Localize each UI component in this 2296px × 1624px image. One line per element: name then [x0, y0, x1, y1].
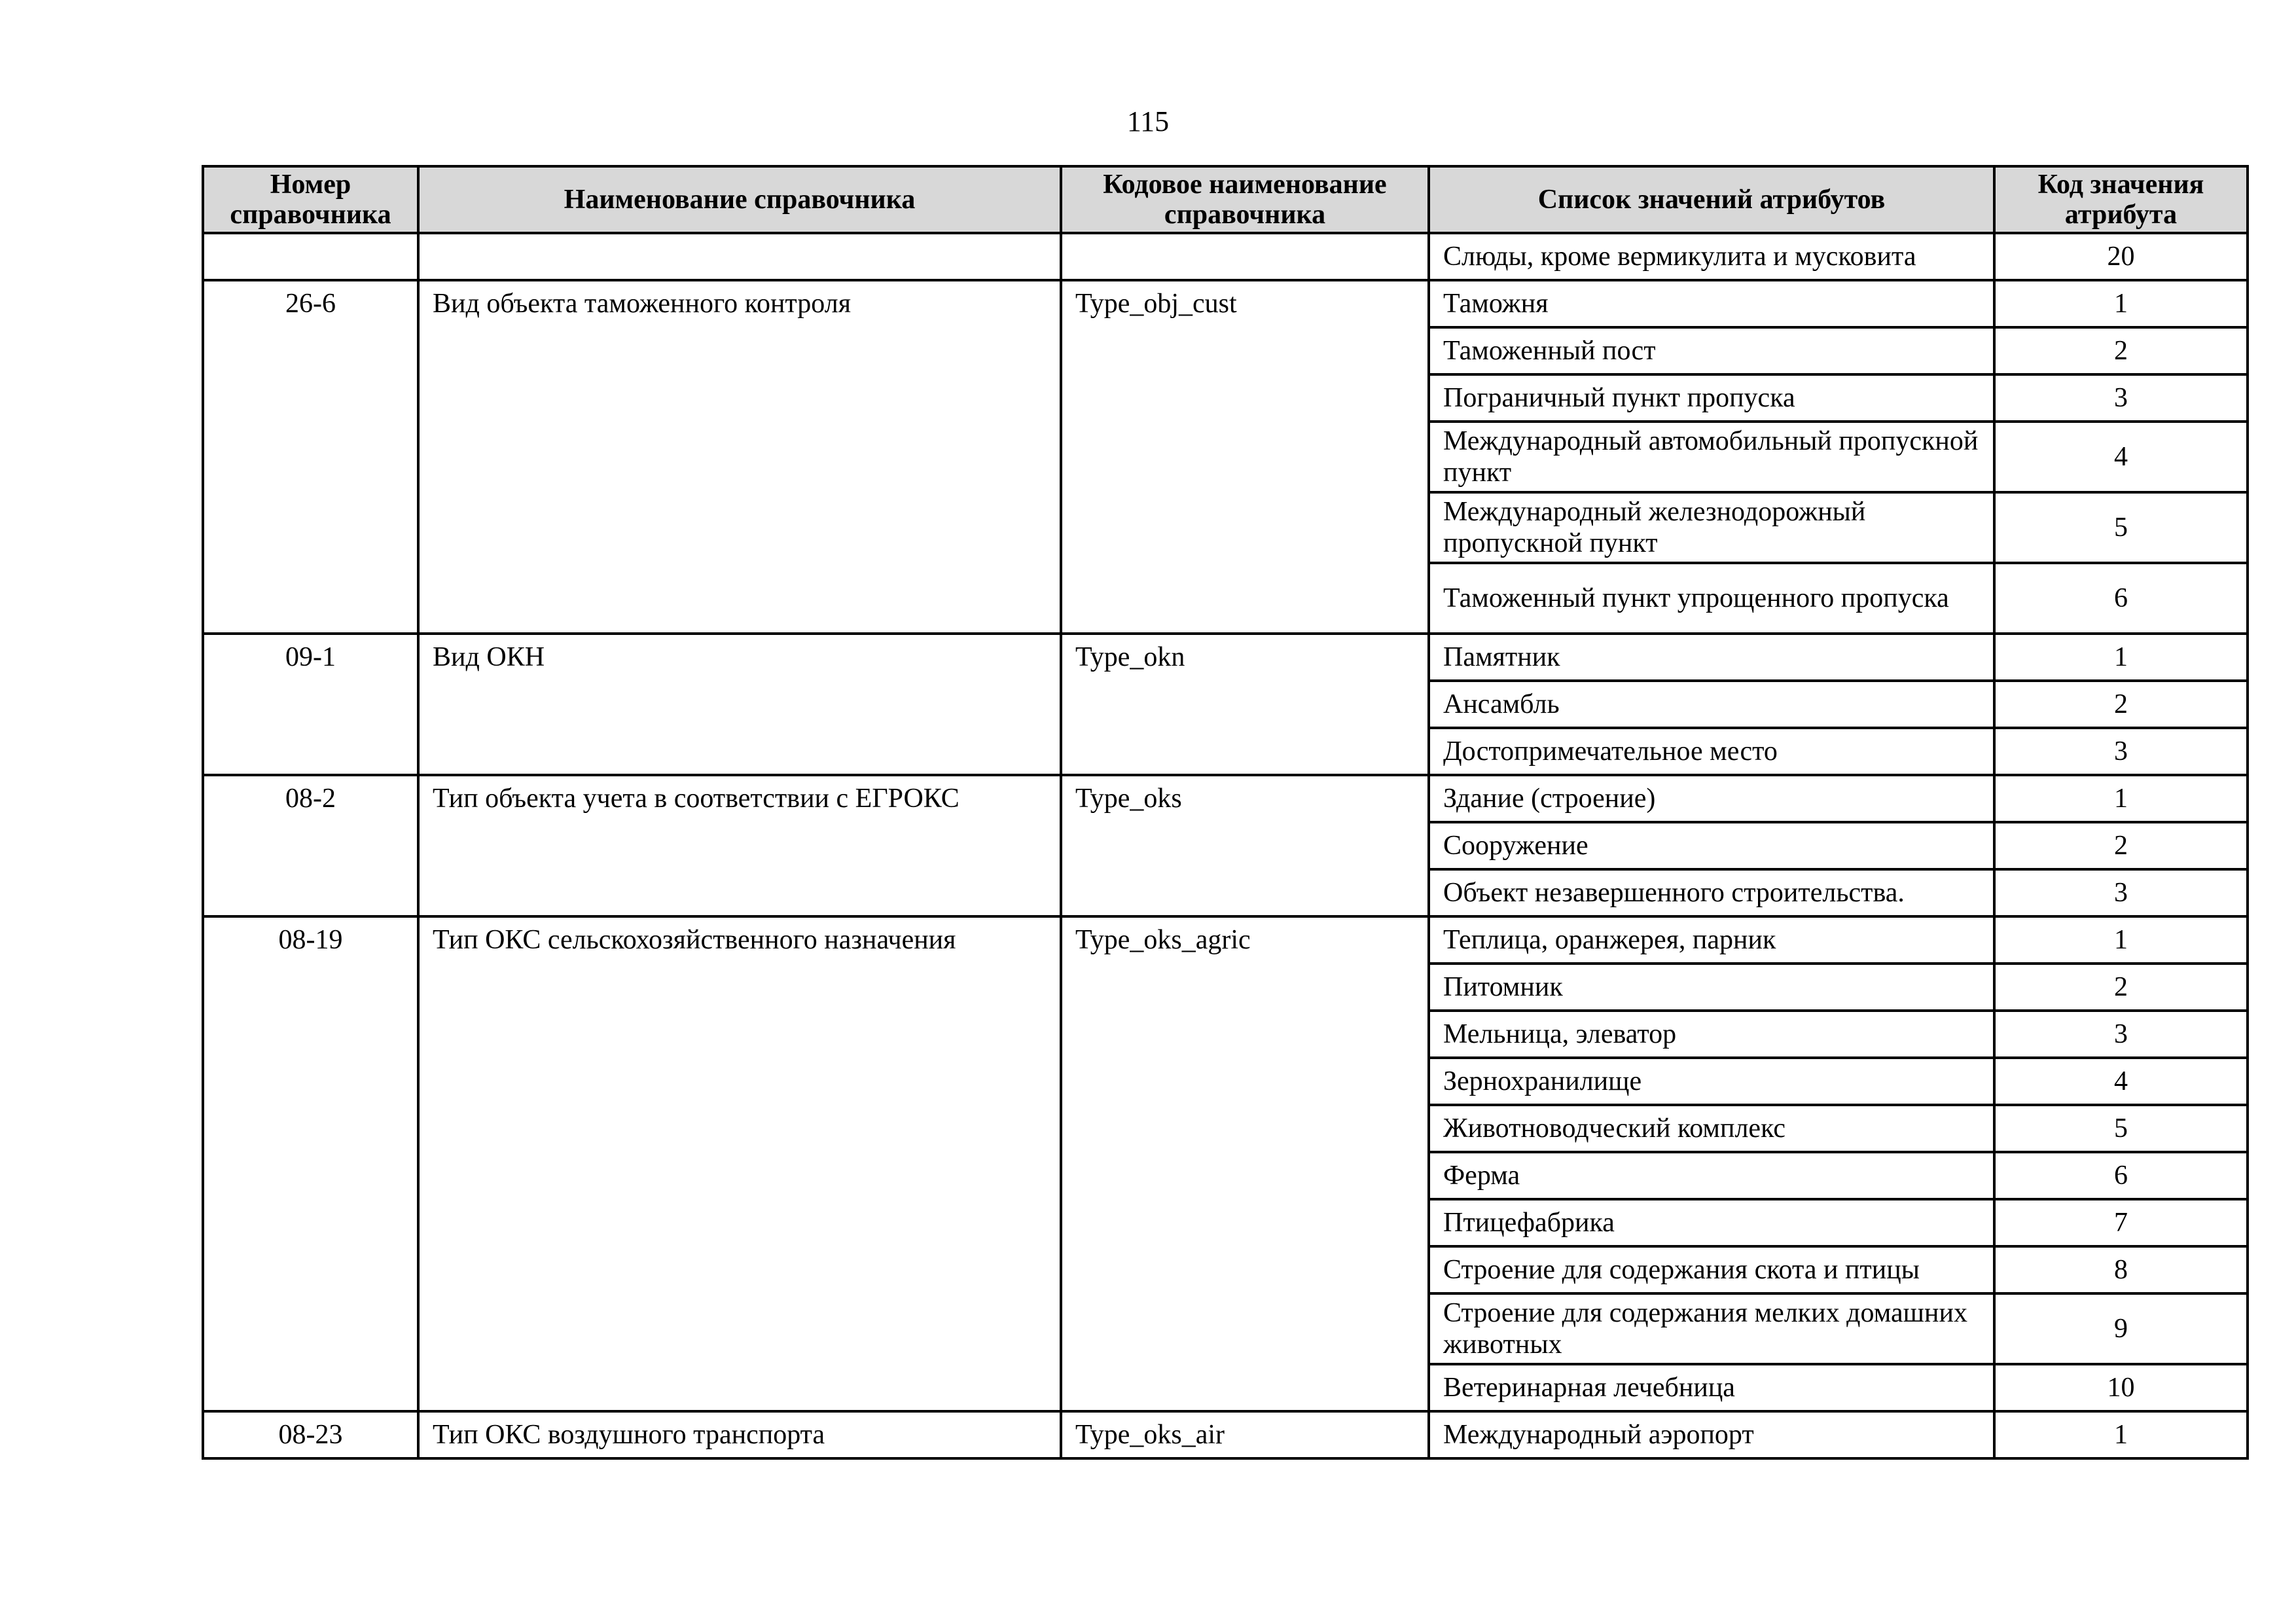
attribute-value: Здание (строение)	[1429, 775, 1994, 822]
header-values: Список значений атрибутов	[1429, 166, 1994, 233]
table-row	[203, 634, 2248, 681]
attribute-code: 1	[1994, 280, 2248, 327]
attribute-value: Животноводческий комплекс	[1429, 1105, 1994, 1152]
attribute-value: Памятник	[1429, 634, 1994, 681]
attribute-code: 20	[1994, 233, 2248, 280]
header-code-name: Кодовое наименование справочника	[1061, 166, 1429, 233]
reference-name	[418, 233, 1061, 280]
attribute-code: 1	[1994, 775, 2248, 822]
table-row	[203, 1411, 2248, 1458]
attribute-code: 10	[1994, 1364, 2248, 1411]
attribute-value: Теплица, оранжерея, парник	[1429, 916, 1994, 964]
attribute-value: Международный железнодорожный пропускной пункт	[1429, 492, 1994, 563]
attribute-value: Таможенный пункт упрощенного пропуска	[1429, 563, 1994, 634]
attribute-code: 6	[1994, 1152, 2248, 1199]
table-header-row	[203, 166, 2248, 233]
attribute-code: 3	[1994, 1011, 2248, 1058]
table-row	[203, 916, 2248, 964]
attribute-value: Пограничный пункт пропуска	[1429, 374, 1994, 422]
attribute-code: 3	[1994, 728, 2248, 775]
reference-code-name: Type_oks_air	[1061, 1411, 1429, 1458]
attribute-code: 1	[1994, 634, 2248, 681]
attribute-code: 2	[1994, 327, 2248, 374]
attribute-value: Таможня	[1429, 280, 1994, 327]
attribute-value: Достопримечательное место	[1429, 728, 1994, 775]
reference-name: Вид объекта таможенного контроля	[418, 280, 1061, 634]
header-number: Номер справочника	[203, 166, 418, 233]
reference-code-name: Type_obj_cust	[1061, 280, 1429, 634]
reference-number: 09-1	[203, 634, 418, 775]
attribute-code: 9	[1994, 1293, 2248, 1364]
attribute-value: Сооружение	[1429, 822, 1994, 869]
header-name: Наименование справочника	[418, 166, 1061, 233]
attribute-code: 6	[1994, 563, 2248, 634]
table-row	[203, 775, 2248, 822]
attribute-value: Ансамбль	[1429, 681, 1994, 728]
attribute-value: Международный автомобильный пропускной пункт	[1429, 422, 1994, 492]
attribute-code: 8	[1994, 1246, 2248, 1293]
header-value-code: Код значения атрибута	[1994, 166, 2248, 233]
attribute-value: Ветеринарная лечебница	[1429, 1364, 1994, 1411]
reference-code-name	[1061, 233, 1429, 280]
attribute-value: Птицефабрика	[1429, 1199, 1994, 1246]
reference-number: 08-19	[203, 916, 418, 1411]
attribute-code: 5	[1994, 492, 2248, 563]
attribute-value: Таможенный пост	[1429, 327, 1994, 374]
reference-number: 26-6	[203, 280, 418, 634]
attribute-code: 2	[1994, 681, 2248, 728]
attribute-code: 4	[1994, 1058, 2248, 1105]
attribute-value: Зернохранилище	[1429, 1058, 1994, 1105]
attribute-value: Мельница, элеватор	[1429, 1011, 1994, 1058]
table-row	[203, 233, 2248, 280]
reference-number: 08-2	[203, 775, 418, 916]
attribute-code: 3	[1994, 374, 2248, 422]
attribute-code: 4	[1994, 422, 2248, 492]
attribute-value: Строение для содержания мелких домашних животных	[1429, 1293, 1994, 1364]
attribute-value: Слюды, кроме вермикулита и мусковита	[1429, 233, 1994, 280]
attribute-code: 2	[1994, 822, 2248, 869]
attribute-value: Ферма	[1429, 1152, 1994, 1199]
attribute-code: 2	[1994, 964, 2248, 1011]
reference-code-name: Type_oks_agric	[1061, 916, 1429, 1411]
reference-number	[203, 233, 418, 280]
reference-name: Тип ОКС сельскохозяйственного назначения	[418, 916, 1061, 1411]
attribute-value: Международный аэропорт	[1429, 1411, 1994, 1458]
attribute-code: 1	[1994, 916, 2248, 964]
reference-number: 08-23	[203, 1411, 418, 1458]
attribute-code: 7	[1994, 1199, 2248, 1246]
reference-name: Тип объекта учета в соответствии с ЕГРОКС	[418, 775, 1061, 916]
attribute-value: Питомник	[1429, 964, 1994, 1011]
attribute-code: 3	[1994, 869, 2248, 916]
attribute-code: 1	[1994, 1411, 2248, 1458]
table-row	[203, 280, 2248, 327]
reference-code-name: Type_oks	[1061, 775, 1429, 916]
attribute-code: 5	[1994, 1105, 2248, 1152]
attribute-value: Объект незавершенного строительства.	[1429, 869, 1994, 916]
reference-code-name: Type_okn	[1061, 634, 1429, 775]
page-number: 115	[1126, 105, 1170, 137]
reference-name: Тип ОКС воздушного транспорта	[418, 1411, 1061, 1458]
reference-table	[202, 165, 2249, 1460]
attribute-value: Строение для содержания скота и птицы	[1429, 1246, 1994, 1293]
reference-name: Вид ОКН	[418, 634, 1061, 775]
